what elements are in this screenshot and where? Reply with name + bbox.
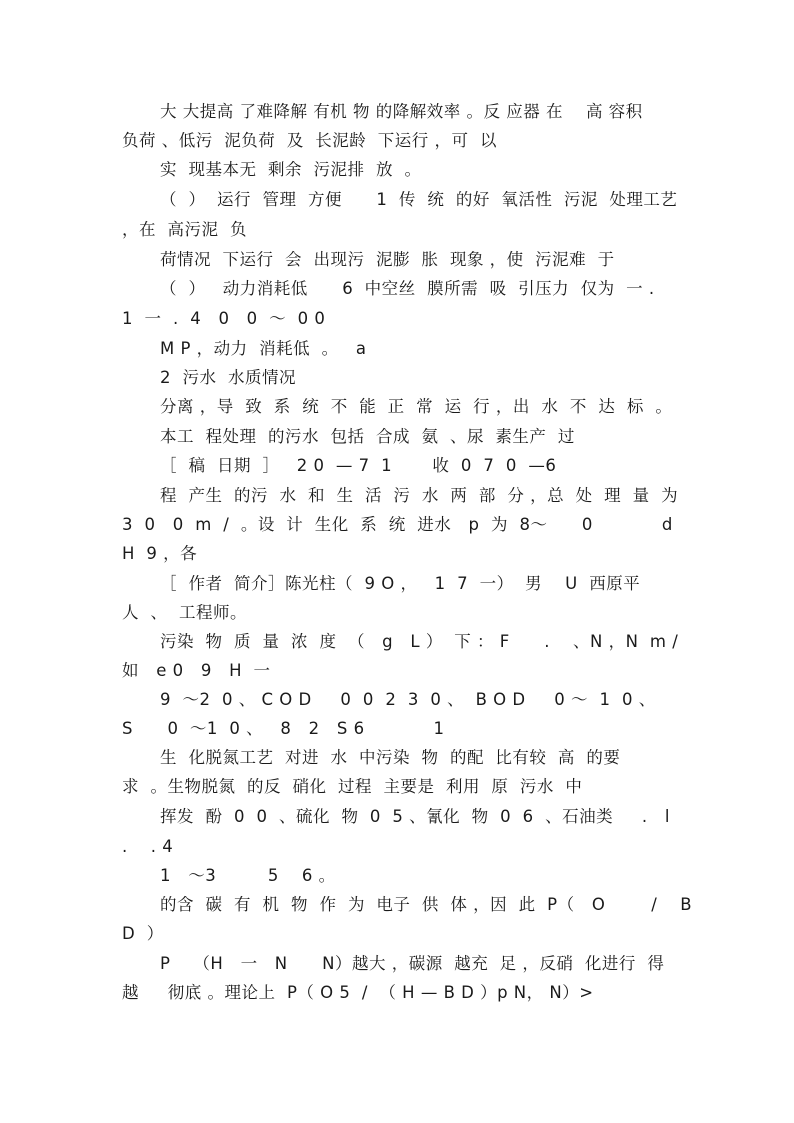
text-line: . . 4 <box>122 837 174 856</box>
text-line: 1 ～3 5 6 。 <box>160 866 336 885</box>
text-line: M P ，动力 消耗低 。 a <box>160 339 367 358</box>
text-line: D ） <box>122 924 164 943</box>
text-line: ［ 作者 简介］陈光柱（ 9 O ， 1 7 一） 男 U 西原平 <box>160 574 641 593</box>
text-line: 污染 物 质 量 浓 度 （ g L ） 下 ： F . 、N ，N m / <box>160 632 679 651</box>
text-line: 人 、 工程师。 <box>122 603 247 622</box>
text-line: 分离 ，导 致 系 统 不 能 正 常 运 行 ，出 水 不 达 标 。 <box>160 397 673 416</box>
text-line: 9 ～2 0 、 C O D 0 0 2 3 0 、 B O D 0 ～ 1 0 、 <box>160 690 656 709</box>
text-line: 1 一 . 4 0 0 ～ 0 0 <box>122 309 326 328</box>
text-line: 实 现基本无 剩余 污泥排 放 。 <box>160 160 422 179</box>
text-line: 生 化脱氮工艺 对进 水 中污染 物 的配 比有较 高 的要 <box>160 748 621 767</box>
text-line: H 9 ，各 <box>122 544 198 563</box>
text-line: 程 产生 的污 水 和 生 活 污 水 两 部 分 ，总 处 理 量 为 <box>160 486 679 505</box>
text-line: （ ） 运行 管理 方便 1 传 统 的好 氧活性 污泥 处理工艺 <box>160 190 678 209</box>
text-line: 3 0 0 m / 。设 计 生化 系 统 进水 p 为 8～ 0 d <box>122 515 673 534</box>
text-line: S 0 ～1 0 、 8 2 S 6 1 <box>122 719 445 738</box>
text-line: 的含 碳 有 机 物 作 为 电子 供 体 ，因 此 P（ O / B <box>160 895 693 914</box>
text-line: 挥发 酚 0 0 、硫化 物 0 5 、氰化 物 0 6 、石油类 . l <box>160 807 670 826</box>
text-line: 大 大提高 了难降解 有机 物 的降解效率 。反 应器 在 高 容积 <box>160 102 643 121</box>
text-line: 如 e 0 9 H 一 <box>122 661 271 680</box>
text-line: ，在 高污泥 负 <box>122 220 247 239</box>
text-line: P （H 一 N N）越大 ，碳源 越充 足 ，反硝 化进行 得 <box>160 954 665 973</box>
text-line: 求 。生物脱氮 的反 硝化 过程 主要是 利用 原 污水 中 <box>122 777 583 796</box>
text-line: （ ） 动力消耗低 6 中空丝 膜所需 吸 引压力 仅为 一 . <box>160 279 655 298</box>
text-line: 2 污水 水质情况 <box>160 368 296 387</box>
text-line: 负荷 、低污 泥负荷 及 长泥龄 下运行 ，可 以 <box>122 131 497 150</box>
text-line: 越 彻底 。理论上 P（ O 5 / （ H — B D ）p N， N）> <box>122 983 594 1002</box>
text-line: 本工 程处理 的污水 包括 合成 氨 、尿 素生产 过 <box>160 427 575 446</box>
text-line: ［ 稿 日期 ］ 2 0 — 7 1 收 0 7 0 —6 <box>160 456 557 475</box>
text-line: 荷情况 下运行 会 出现污 泥膨 胀 现象 ，使 污泥难 于 <box>160 250 615 269</box>
